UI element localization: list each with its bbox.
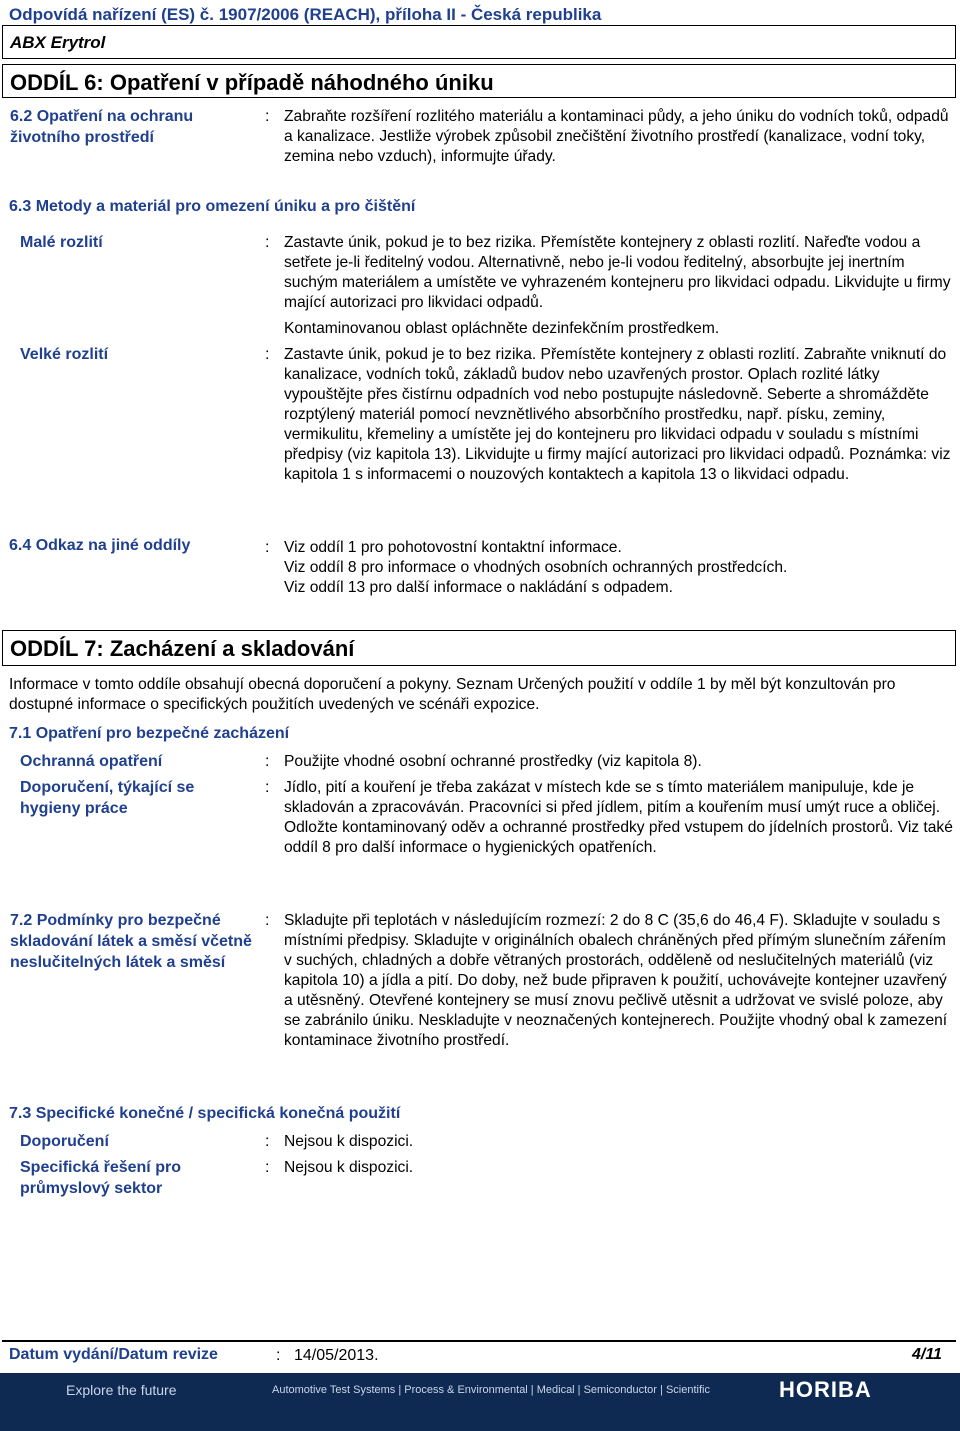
issue-date-label: Datum vydání/Datum revize — [9, 1346, 218, 1363]
colon: : — [265, 1133, 270, 1150]
product-box — [2, 25, 956, 59]
regulation-header: Odpovídá nařízení (ES) č. 1907/2006 (REACH), příloha II - Česká republika — [9, 5, 602, 24]
page-number: 4/11 — [912, 1346, 942, 1363]
protective-measures-label: Ochranná opatření — [20, 753, 163, 770]
colon: : — [265, 1159, 270, 1176]
s72-label: 7.2 Podmínky pro bezpečné skladování látek a směsí včetně neslučitelných látek a směsí — [10, 912, 252, 971]
small-spill-label: Malé rozlití — [20, 234, 103, 251]
s64-line3: Viz oddíl 13 pro další informace o nakládání s odpadem. — [284, 579, 673, 596]
footer-links: Automotive Test Systems | Process & Environmental | Medical | Semiconductor | Scientific — [272, 1384, 710, 1396]
industrial-solutions-label: Specifická řešení pro průmyslový sektor — [20, 1159, 181, 1197]
colon: : — [265, 346, 270, 363]
colon: : — [265, 539, 270, 556]
s72-text: Skladujte při teplotách v následujícím rozmezí: 2 do 8 C (35,6 do 46,4 F). Skladujte v souladu s místními předpisy. Skladujte v originálních obalech chráněných před přímým slunečním zářením v suchých, chladných a dobře větraných prostorách, odděleně od neslučitelných materiálů (viz kapitola 10) a jídla a pití. Do doby, než bude připraven k použití, uchovávejte kontejner uzavřený a utěsněný. Otevřené kontejnery se musí znovu pečlivě utěsnit a udržovat ve svislé poloze, aby se zabránilo úniku. Neskladujte v neoznačených kontejnerech. Použijte vhodný obal k zamezení kontaminace životního prostředí. — [284, 912, 948, 1049]
s62-label: 6.2 Opatření na ochranu životního prostředí — [10, 108, 194, 146]
large-spill-label: Velké rozlití — [20, 346, 109, 363]
product-name: ABX Erytrol — [10, 33, 106, 52]
s62-text: Zabraňte rozšíření rozlitého materiálu a kontaminaci půdy, a jeho úniku do vodních toků, odpadů a kanalizace. Jestliže výrobek způsobil znečištění životního prostředí (kanalizace, vodní toky, zemina nebo vzduch), informujte úřady. — [284, 108, 949, 165]
s64-text — [284, 538, 954, 598]
small-spill-text2: Kontaminovanou oblast opláchněte dezinfekčním prostředkem. — [284, 320, 720, 337]
hygiene-text: Jídlo, pití a kouření je třeba zakázat v místech kde se s tímto materiálem manipuluje, kde je skladován a zpracováván. Pracovníci si před jídlem, pitím a kouřením musí umýt ruce a obličej. Odložte kontaminovaný oděv a ochranné prostředky před vstupem do jídelních prostorů. Viz také oddíl 8 pro další informace o hygienických opatřeních. — [284, 779, 953, 856]
issue-date-value: 14/05/2013. — [294, 1347, 379, 1364]
section6-title: ODDÍL 6: Opatření v případě náhodného úniku — [10, 70, 494, 95]
footer-slogan: Explore the future — [66, 1382, 177, 1398]
protective-measures-text: Použijte vhodné osobní ochranné prostředky (viz kapitola 8). — [284, 753, 702, 770]
small-spill-text: Zastavte únik, pokud je to bez rizika. Přemístěte kontejnery z oblasti rozlití. Nařeďte vodou a setřete je-li ředitelný vodou. Alternativně, nebo je-li vodou ředitelný, absorbujte jej inertním suchým materiálem a umístěte ve vyhrazeném kontejneru pro likvidaci odpadu. Likvidujte u firmy mající autorizaci pro likvidaci odpadů. — [284, 234, 951, 311]
hygiene-label: Doporučení, týkající se hygieny práce — [20, 779, 195, 817]
horiba-logo: HORIBA — [779, 1377, 872, 1402]
s64-line2: Viz oddíl 8 pro informace o vhodných osobních ochranných prostředcích. — [284, 559, 788, 576]
s64-label: 6.4 Odkaz na jiné oddíly — [9, 537, 191, 554]
industrial-solutions-text: Nejsou k dispozici. — [284, 1159, 414, 1176]
colon: : — [276, 1347, 281, 1364]
section7-title: ODDÍL 7: Zacházení a skladování — [10, 636, 355, 661]
s71-label: 7.1 Opatření pro bezpečné zacházení — [9, 725, 290, 742]
s64-line1: Viz oddíl 1 pro pohotovostní kontaktní informace. — [284, 539, 622, 556]
section7-intro: Informace v tomto oddíle obsahují obecná doporučení a pokyny. Seznam Určených použití v oddíle 1 by měl být konzultován pro dostupné informace o specifických použitích uvedených ve scénáři expozice. — [9, 676, 896, 713]
recommendations-label: Doporučení — [20, 1133, 109, 1150]
s63-label: 6.3 Metody a materiál pro omezení úniku a pro čištění — [9, 198, 416, 215]
colon: : — [265, 753, 270, 770]
colon: : — [265, 108, 270, 125]
large-spill-text: Zastavte únik, pokud je to bez rizika. Přemístěte kontejnery z oblasti rozlití. Zabraňte vniknutí do kanalizace, vodních toků, základů budov nebo uzavřených prostor. Oplach rozlité látky vypouštějte přes čistírnu odpadních vod nebo postupujte následovně. Seberte a shromážděte rozptýlený materiál pomocí nevznětlivého absorbčního prostředku, např. písku, zeminy, vermikulitu, křemeliny a umístěte jej do kontejneru pro likvidaci odpadu v souladu s místními předpisy (viz kapitola 13). Likvidujte u firmy mající autorizaci pro likvidaci odpadů. Poznámka: viz kapitola 1 s informacemi o nouzových kontaktech a kapitola 13 o likvidaci odpadu. — [284, 346, 951, 483]
s73-label: 7.3 Specifické konečné / specifická konečná použití — [9, 1105, 401, 1122]
colon: : — [265, 234, 270, 251]
recommendations-text: Nejsou k dispozici. — [284, 1133, 414, 1150]
colon: : — [265, 912, 270, 929]
colon: : — [265, 779, 270, 796]
